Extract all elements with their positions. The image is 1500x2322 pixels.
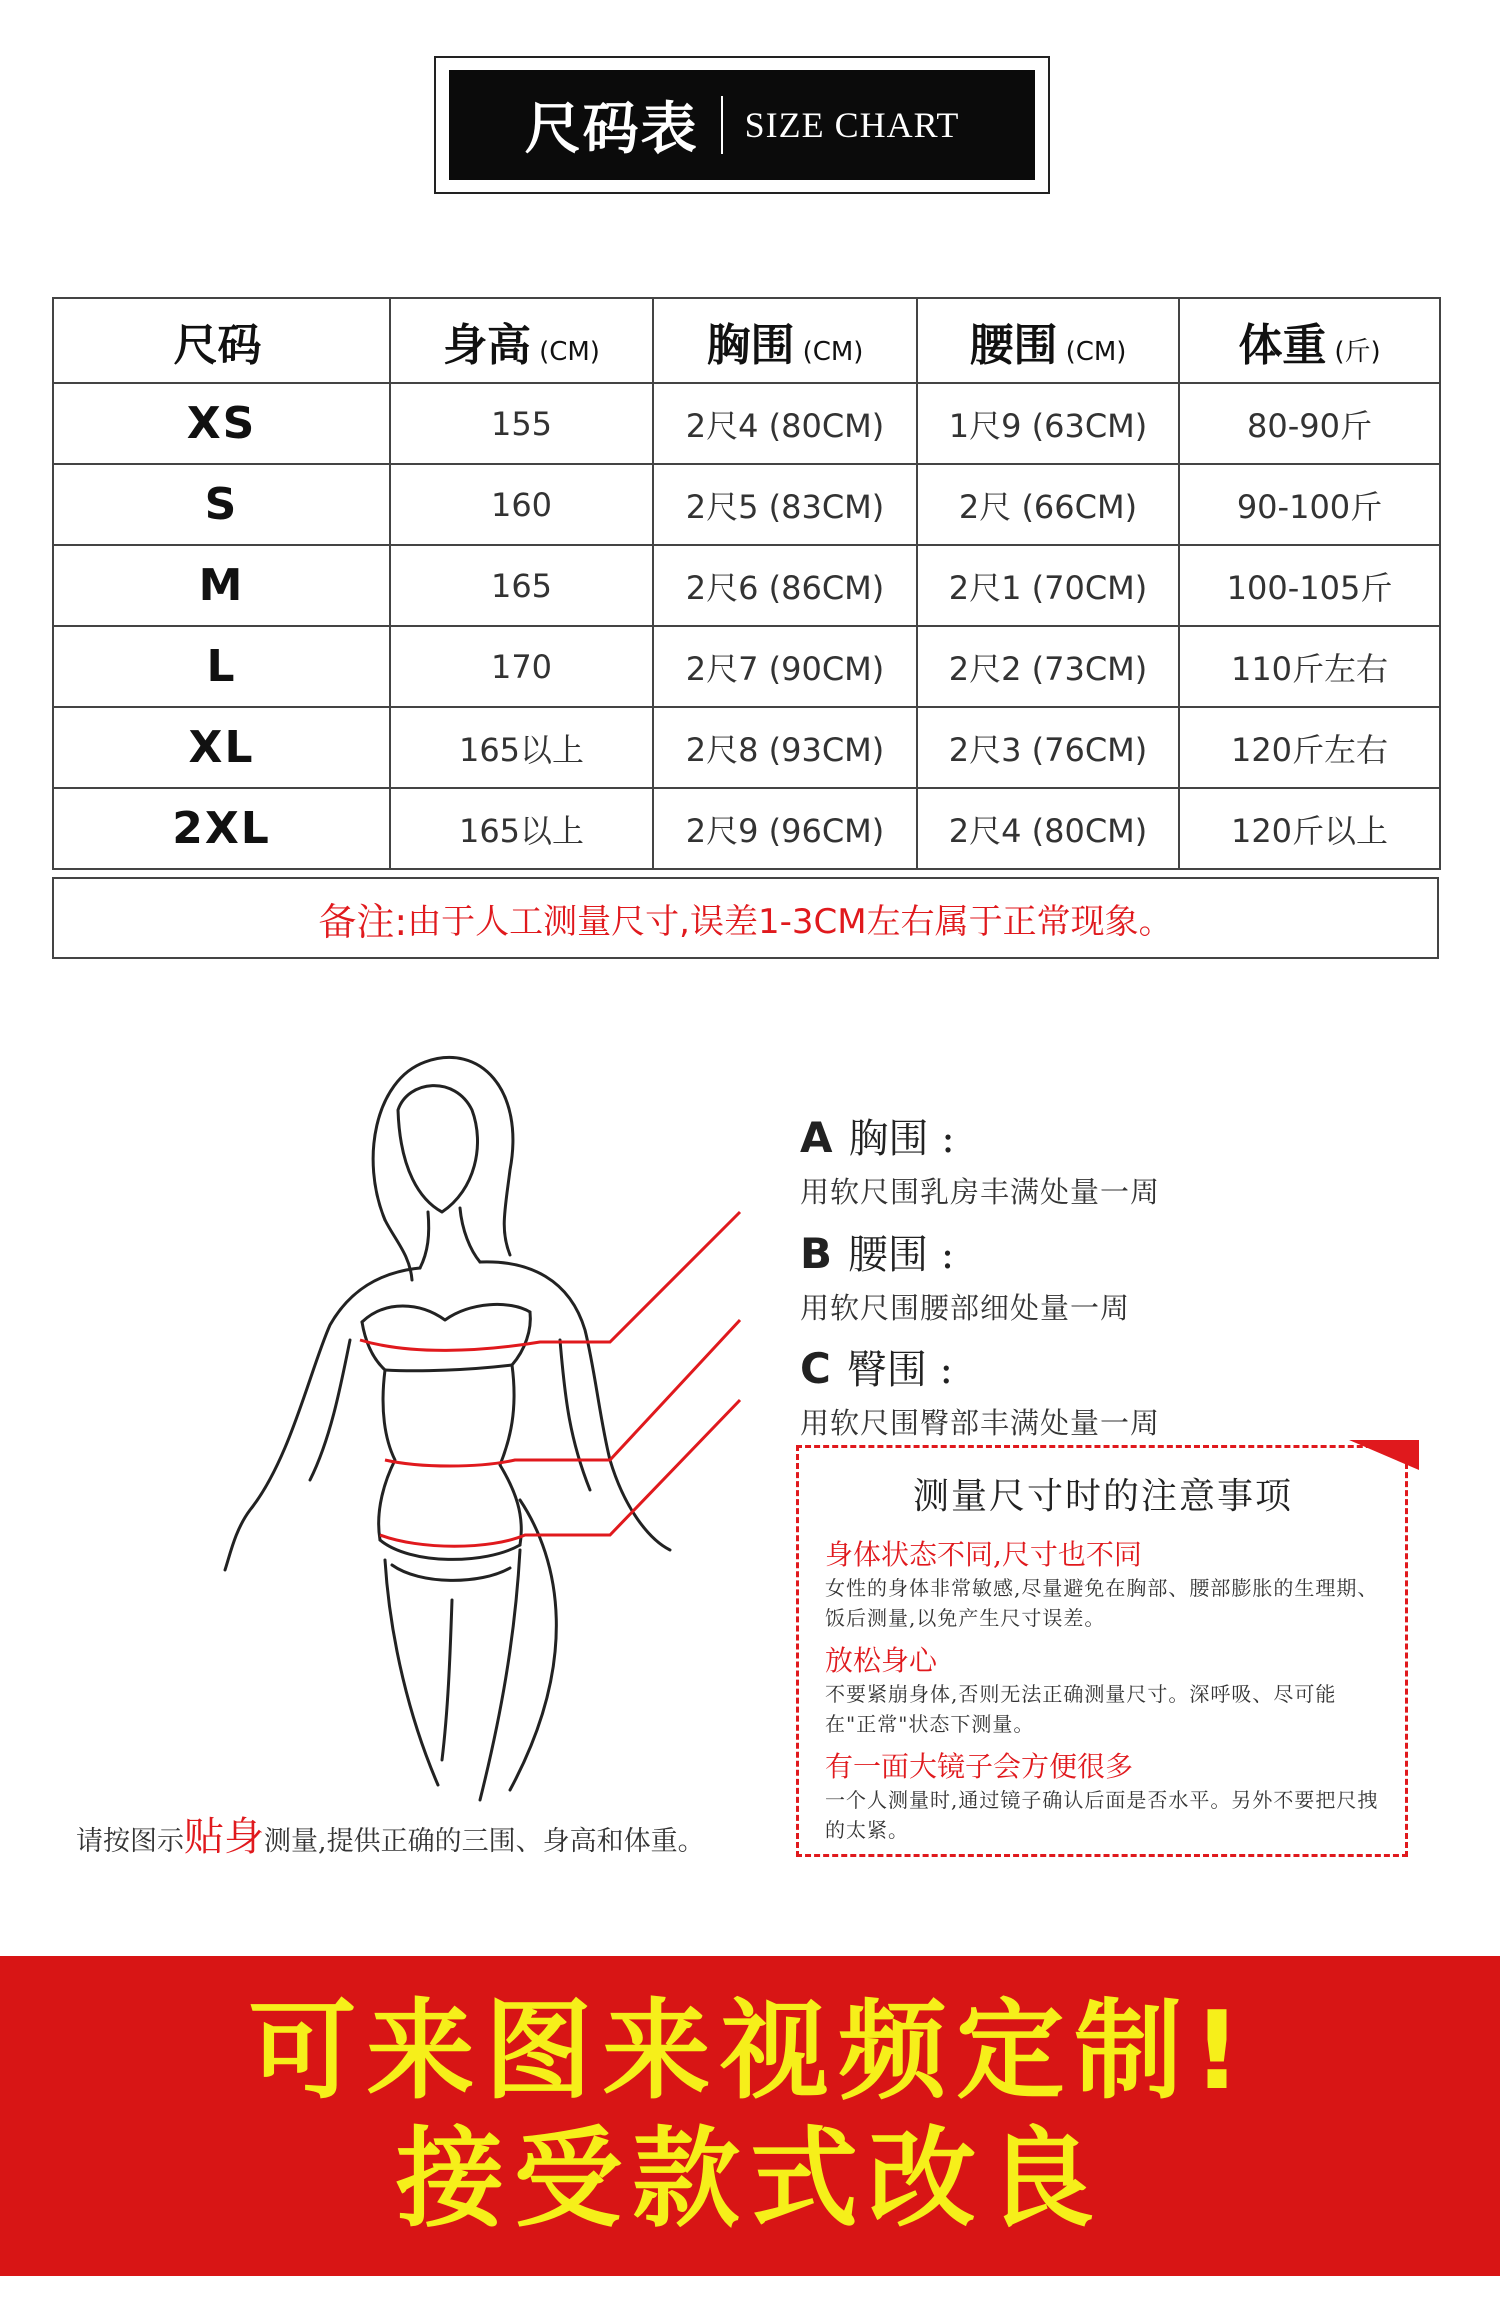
size-cell: 2XL (53, 788, 390, 869)
title-cn: 尺码表 (524, 96, 699, 162)
measure-c-hip (800, 1338, 1160, 1442)
col-header-height: 身高 (CM) (390, 298, 653, 383)
measure-name: 臀围 : (846, 1347, 954, 1393)
weight-cell: 90-100斤 (1179, 464, 1440, 545)
custom-order-banner (0, 1956, 1500, 2276)
tip-text: 不要紧崩身体,否则无法正确测量尺寸。深呼吸、尽可能在"正常"状态下测量。 (825, 1682, 1337, 1736)
caption-post: 测量,提供正确的三围、身高和体重。 (264, 1826, 705, 1857)
bust-cell: 2尺9 (96CM) (653, 788, 917, 869)
caption-highlight: 贴身 (184, 1814, 264, 1860)
waist-cell: 2尺1 (70CM) (917, 545, 1179, 626)
col-header-size: 尺码 (53, 298, 390, 383)
table-row (53, 788, 1440, 869)
table-row (53, 707, 1440, 788)
measure-name: 胸围 : (848, 1116, 955, 1162)
size-cell: M (53, 545, 390, 626)
measure-b-waist (800, 1223, 1130, 1327)
table-row (53, 383, 1440, 464)
tip-heading: 放松身心 (825, 1644, 938, 1677)
size-chart-header (434, 56, 1050, 194)
table-row (53, 464, 1440, 545)
tip-text: 一个人测量时,通过镜子确认后面是否水平。另外不要把尺拽的太紧。 (825, 1788, 1379, 1842)
weight-cell: 110斤左右 (1179, 626, 1440, 707)
note-text: 由于人工测量尺寸,误差1-3CM左右属于正常现象。 (407, 901, 1173, 942)
bust-cell: 2尺4 (80CM) (653, 383, 917, 464)
size-table (52, 297, 1441, 870)
waist-cell: 2尺2 (73CM) (917, 626, 1179, 707)
weight-cell: 100-105斤 (1179, 545, 1440, 626)
size-cell: L (53, 626, 390, 707)
height-cell: 165 (390, 545, 653, 626)
bust-cell: 2尺6 (86CM) (653, 545, 917, 626)
measure-desc: 用软尺围臀部丰满处量一周 (800, 1406, 1161, 1440)
banner-line-1: 可来图来视频定制! (248, 1989, 1252, 2114)
measure-letter: A (800, 1113, 833, 1162)
waist-cell: 2尺3 (76CM) (917, 707, 1179, 788)
col-header-bust: 胸围 (CM) (653, 298, 917, 383)
measure-desc: 用软尺围腰部细处量一周 (800, 1291, 1131, 1325)
waist-cell: 1尺9 (63CM) (917, 383, 1179, 464)
title-en: SIZE CHART (744, 105, 960, 145)
col-header-waist: 腰围 (CM) (917, 298, 1179, 383)
tip-text: 女性的身体非常敏感,尽量避免在胸部、腰部膨胀的生理期、饭后测量,以免产生尺寸误差。 (825, 1576, 1379, 1630)
bust-cell: 2尺5 (83CM) (653, 464, 917, 545)
title-divider (721, 96, 723, 154)
size-chart-title-box (449, 70, 1035, 180)
note-label: 备注: (318, 899, 408, 944)
weight-cell: 80-90斤 (1179, 383, 1440, 464)
measure-desc: 用软尺围乳房丰满处量一周 (800, 1175, 1161, 1209)
tip-heading: 有一面大镜子会方便很多 (825, 1750, 1134, 1783)
size-cell: S (53, 464, 390, 545)
waist-cell: 2尺4 (80CM) (917, 788, 1179, 869)
weight-cell: 120斤以上 (1179, 788, 1440, 869)
height-cell: 165以上 (390, 707, 653, 788)
col-header-weight: 体重 (斤) (1179, 298, 1440, 383)
table-row (53, 626, 1440, 707)
height-cell: 165以上 (390, 788, 653, 869)
measure-name: 腰围 : (848, 1232, 955, 1278)
weight-cell: 120斤左右 (1179, 707, 1440, 788)
height-cell: 160 (390, 464, 653, 545)
tip-heading: 身体状态不同,尺寸也不同 (825, 1538, 1142, 1571)
table-header-row (53, 298, 1440, 383)
table-row (53, 545, 1440, 626)
banner-line-2: 接受款式改良 (395, 2117, 1104, 2242)
bust-cell: 2尺8 (93CM) (653, 707, 917, 788)
height-cell: 170 (390, 626, 653, 707)
measure-letter: B (800, 1229, 833, 1278)
measure-letter: C (800, 1344, 831, 1393)
measurement-tips-box (796, 1445, 1408, 1857)
waist-cell: 2尺 (66CM) (917, 464, 1179, 545)
size-cell: XS (53, 383, 390, 464)
size-cell: XL (53, 707, 390, 788)
measurement-note (52, 877, 1439, 959)
tips-title: 测量尺寸时的注意事项 (912, 1476, 1293, 1517)
body-measurement-illustration (180, 1040, 780, 1810)
corner-flag-decoration (1349, 1440, 1419, 1470)
height-cell: 155 (390, 383, 653, 464)
caption-pre: 请按图示 (76, 1826, 184, 1857)
measurement-caption (76, 1805, 705, 1862)
measure-a-bust (800, 1107, 1160, 1211)
bust-cell: 2尺7 (90CM) (653, 626, 917, 707)
